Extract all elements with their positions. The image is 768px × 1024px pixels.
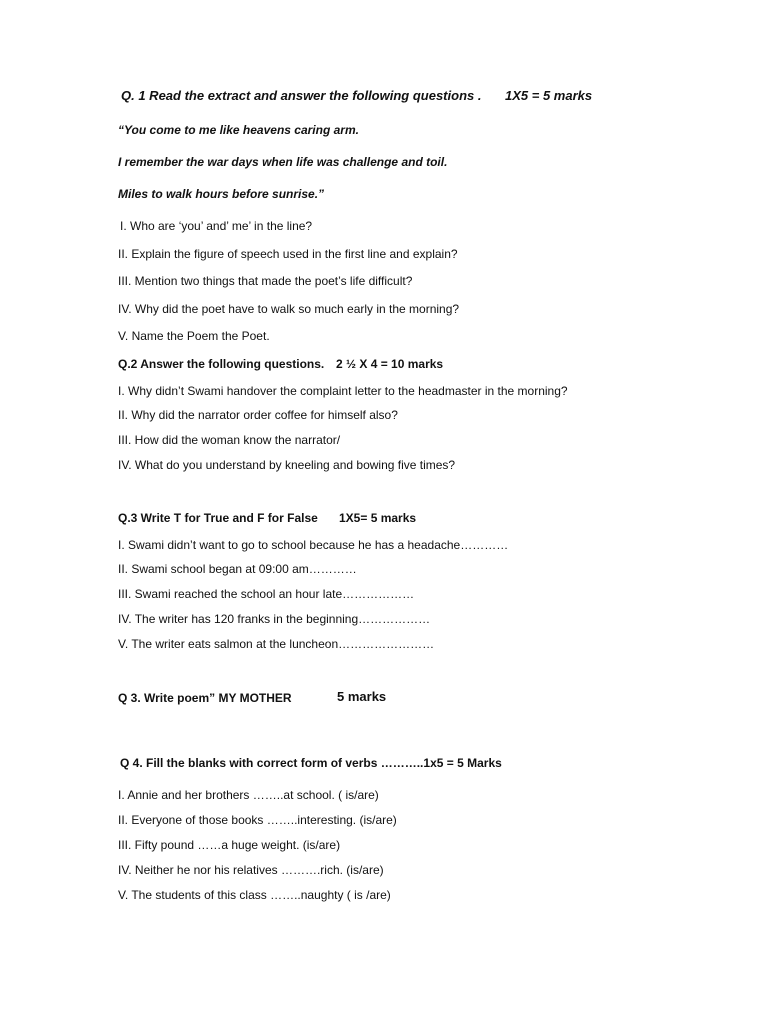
q4-question-5: V. The students of this class ……..naughty ( is /are) xyxy=(118,888,391,902)
q4-question-3: III. Fifty pound ……a huge weight. (is/are) xyxy=(118,838,341,852)
q1-extract-line-3: Miles to walk hours before sunrise.” xyxy=(118,187,325,201)
q1-question-1: I. Who are ‘you’ and’ me’ in the line? xyxy=(120,219,313,233)
q1-extract-line-1: “You come to me like heavens caring arm. xyxy=(118,123,359,137)
q3-heading: Q.3 Write T for True and F for False xyxy=(118,511,318,525)
q1-heading: Q. 1 Read the extract and answer the following questions . xyxy=(121,88,482,103)
q3-marks: 1X5= 5 marks xyxy=(339,511,417,525)
q1-question-5: V. Name the Poem the Poet. xyxy=(118,329,270,343)
q2-question-1: I. Why didn’t Swami handover the complaint letter to the headmaster in the morning? xyxy=(118,384,568,398)
q3-question-2: II. Swami school began at 09:00 am………… xyxy=(118,562,357,576)
q3b-marks: 5 marks xyxy=(337,689,387,704)
q3-question-5: V. The writer eats salmon at the luncheon…………………… xyxy=(118,637,435,651)
q4-question-2: II. Everyone of those books ……..interesting. (is/are) xyxy=(118,813,397,827)
q2-heading: Q.2 Answer the following questions. xyxy=(118,357,325,371)
q2-marks: 2 ½ X 4 = 10 marks xyxy=(336,357,444,371)
q1-question-3: III. Mention two things that made the poet’s life difficult? xyxy=(118,274,413,288)
q1-marks: 1X5 = 5 marks xyxy=(505,88,593,103)
q4-question-4: IV. Neither he nor his relatives ……….rich. (is/are) xyxy=(118,863,384,877)
q3-question-1: I. Swami didn’t want to go to school because he has a headache………… xyxy=(118,538,509,552)
q1-question-4: IV. Why did the poet have to walk so much early in the morning? xyxy=(118,302,460,316)
q4-question-1: I. Annie and her brothers ……..at school. ( is/are) xyxy=(118,788,379,802)
q3-question-4: IV. The writer has 120 franks in the beginning……………… xyxy=(118,612,431,626)
q2-question-3: III. How did the woman know the narrator/ xyxy=(118,433,341,447)
q3-question-3: III. Swami reached the school an hour late……………… xyxy=(118,587,415,601)
q3b-heading: Q 3. Write poem” MY MOTHER xyxy=(118,691,292,705)
q2-question-4: IV. What do you understand by kneeling and bowing five times? xyxy=(118,458,456,472)
q2-question-2: II. Why did the narrator order coffee for himself also? xyxy=(118,408,398,422)
q1-extract-line-2: I remember the war days when life was challenge and toil. xyxy=(118,155,448,169)
q4-heading: Q 4. Fill the blanks with correct form of verbs ………..1x5 = 5 Marks xyxy=(120,756,502,770)
q1-question-2: II. Explain the figure of speech used in the first line and explain? xyxy=(118,247,458,261)
